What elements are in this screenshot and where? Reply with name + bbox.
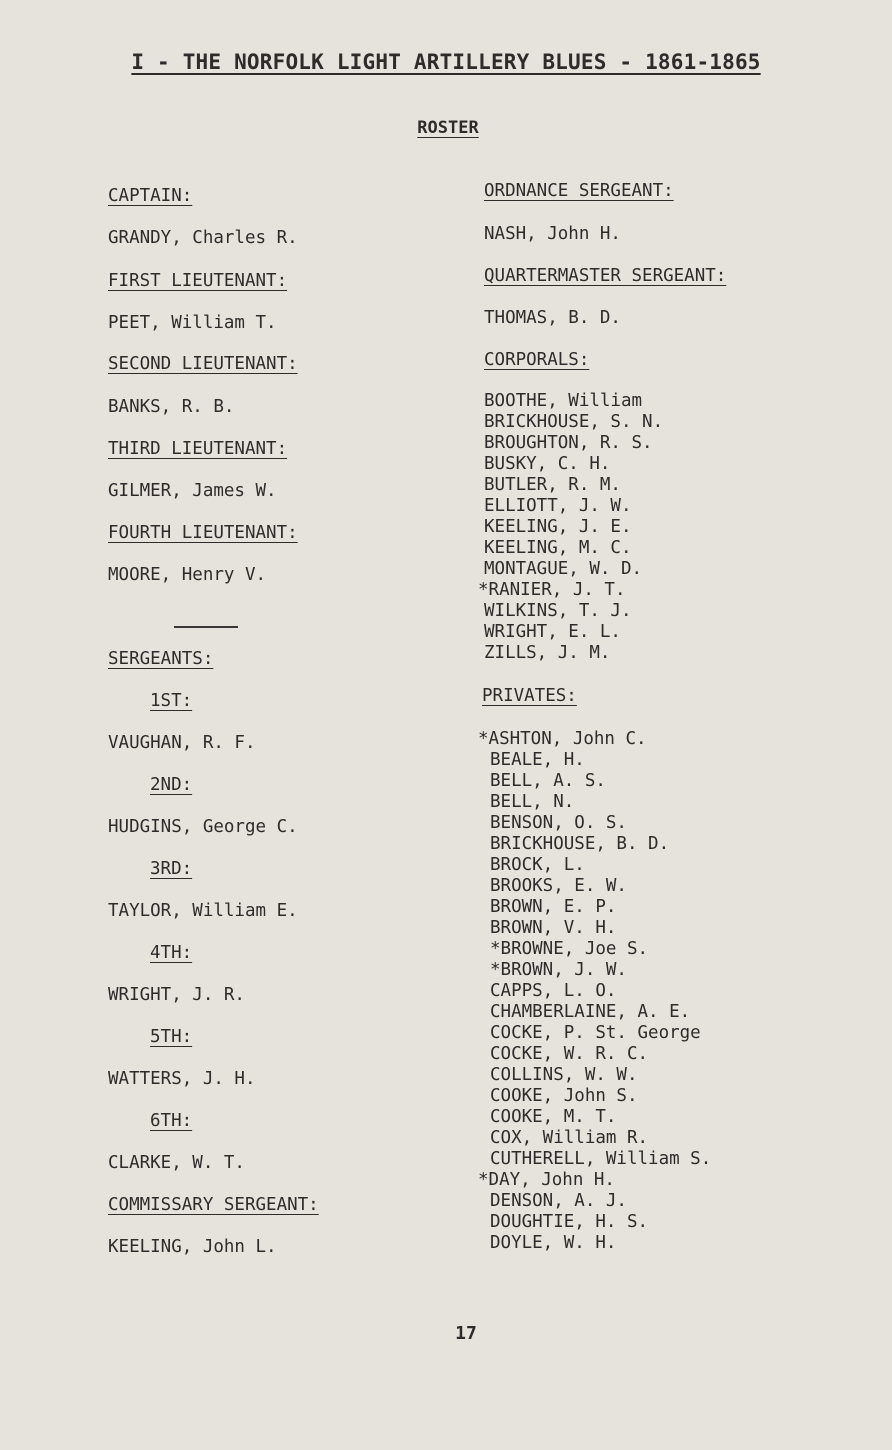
right-entry-42: DOUGHTIE, H. S. [490,1212,649,1232]
right-entry-20: BEALE, H. [490,750,585,770]
left-entry-1: GRANDY, Charles R. [108,228,298,248]
right-entry-19: *ASHTON, John C. [478,729,647,749]
page-number: 17 [455,1323,477,1344]
left-heading-4: SECOND LIEUTENANT: [108,354,298,374]
right-entry-6: BRICKHOUSE, S. N. [484,412,664,432]
left-entry-5: BANKS, R. B. [108,397,235,417]
right-entry-23: BENSON, O. S. [490,813,627,833]
right-entry-36: COOKE, John S. [490,1086,638,1106]
left-entry-3: PEET, William T. [108,313,277,333]
right-entry-9: BUTLER, R. M. [484,475,621,495]
left-entry-24: KEELING, John L. [108,1237,277,1257]
page-title-text: I - THE NORFOLK LIGHT ARTILLERY BLUES - 1861-1865 [131,50,761,74]
left-heading-6: THIRD LIEUTENANT: [108,439,288,459]
right-entry-34: COCKE, W. R. C. [490,1044,649,1064]
right-entry-21: BELL, A. S. [490,771,606,791]
right-heading-2: QUARTERMASTER SERGEANT: [484,266,727,286]
left-heading-0: CAPTAIN: [108,186,193,206]
right-entry-32: CHAMBERLAINE, A. E. [490,1002,691,1022]
right-entry-35: COLLINS, W. W. [490,1065,638,1085]
separator-rule [174,626,238,628]
left-entry-20: WATTERS, J. H. [108,1069,256,1089]
left-heading-13: 2ND: [150,775,193,795]
right-entry-12: KEELING, M. C. [484,538,632,558]
left-heading-8: FOURTH LIEUTENANT: [108,523,298,543]
right-entry-13: MONTAGUE, W. D. [484,559,643,579]
left-heading-10: SERGEANTS: [108,649,214,669]
right-entry-5: BOOTHE, William [484,391,643,411]
roster-heading-text: ROSTER [417,118,479,138]
right-entry-14: *RANIER, J. T. [478,580,626,600]
right-entry-38: COX, William R. [490,1128,649,1148]
right-entry-25: BROCK, L. [490,855,585,875]
right-entry-30: *BROWN, J. W. [490,960,627,980]
left-heading-15: 3RD: [150,859,193,879]
right-entry-15: WILKINS, T. J. [484,601,632,621]
left-entry-9: MOORE, Henry V. [108,565,267,585]
right-entry-16: WRIGHT, E. L. [484,622,621,642]
left-entry-22: CLARKE, W. T. [108,1153,245,1173]
right-column [478,0,884,1450]
right-heading-4: CORPORALS: [484,350,590,370]
right-entry-10: ELLIOTT, J. W. [484,496,632,516]
right-entry-26: BROOKS, E. W. [490,876,627,896]
right-heading-18: PRIVATES: [482,686,577,706]
left-heading-21: 6TH: [150,1111,193,1131]
right-entry-8: BUSKY, C. H. [484,454,611,474]
right-entry-27: BROWN, E. P. [490,897,617,917]
left-heading-17: 4TH: [150,943,193,963]
left-heading-19: 5TH: [150,1027,193,1047]
left-heading-11: 1ST: [150,691,193,711]
right-entry-11: KEELING, J. E. [484,517,632,537]
left-entry-16: TAYLOR, William E. [108,901,298,921]
left-heading-2: FIRST LIEUTENANT: [108,271,288,291]
left-entry-14: HUDGINS, George C. [108,817,298,837]
right-entry-31: CAPPS, L. O. [490,981,617,1001]
right-entry-33: COCKE, P. St. George [490,1023,701,1043]
right-entry-1: NASH, John H. [484,224,621,244]
left-entry-18: WRIGHT, J. R. [108,985,245,1005]
right-entry-3: THOMAS, B. D. [484,308,621,328]
right-entry-43: DOYLE, W. H. [490,1233,617,1253]
left-entry-7: GILMER, James W. [108,481,277,501]
right-entry-41: DENSON, A. J. [490,1191,627,1211]
right-entry-39: CUTHERELL, William S. [490,1149,712,1169]
right-entry-40: *DAY, John H. [478,1170,615,1190]
right-entry-17: ZILLS, J. M. [484,643,611,663]
right-entry-7: BROUGHTON, R. S. [484,433,653,453]
left-entry-12: VAUGHAN, R. F. [108,733,256,753]
right-heading-0: ORDNANCE SERGEANT: [484,181,674,201]
right-entry-37: COOKE, M. T. [490,1107,617,1127]
right-entry-24: BRICKHOUSE, B. D. [490,834,670,854]
right-entry-29: *BROWNE, Joe S. [490,939,649,959]
left-column [108,0,448,1450]
left-heading-23: COMMISSARY SERGEANT: [108,1195,319,1215]
right-entry-22: BELL, N. [490,792,575,812]
right-entry-28: BROWN, V. H. [490,918,617,938]
